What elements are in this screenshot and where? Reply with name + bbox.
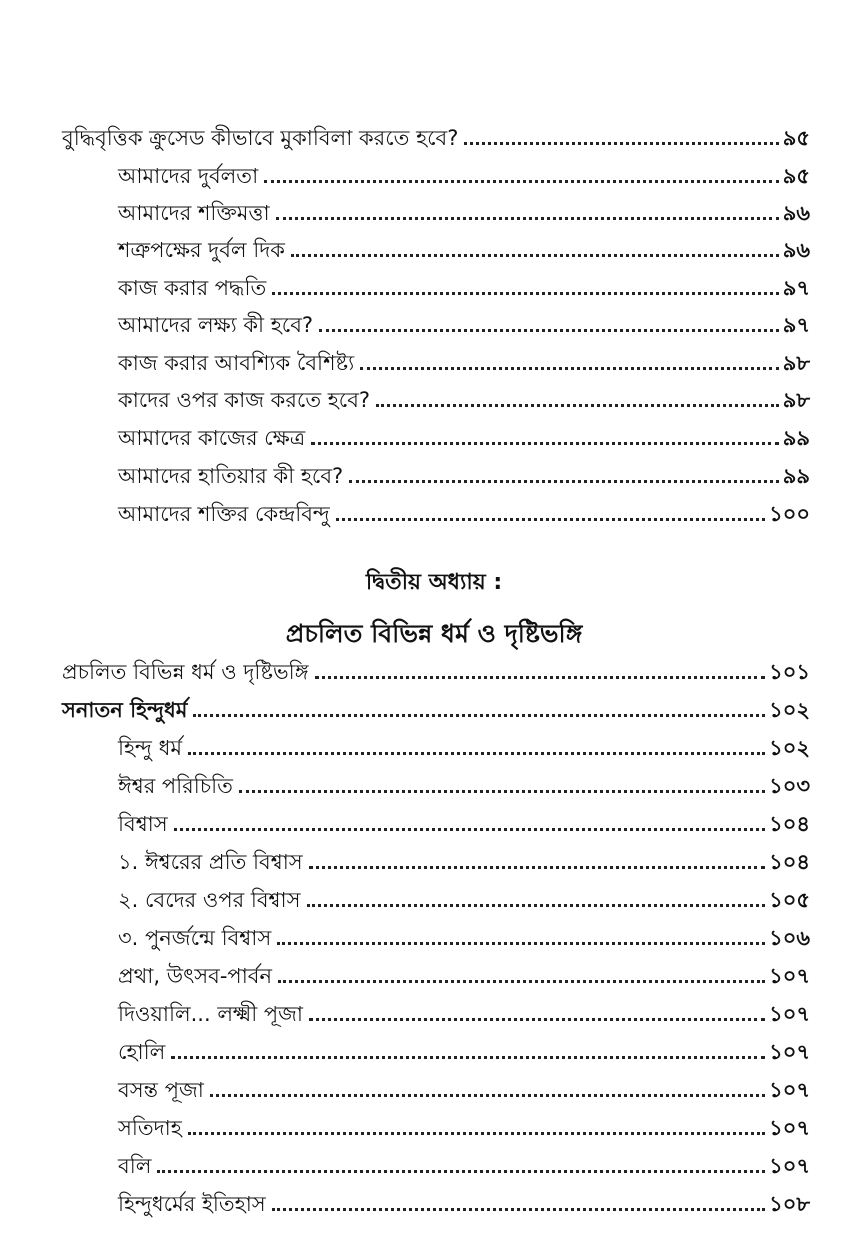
toc-entry [118,1146,810,1180]
dot-leader [171,1056,765,1059]
toc-entry-major [62,690,810,724]
toc-entry [118,956,810,990]
toc-entry-page: ৯৬ [782,238,810,262]
dot-leader [291,254,779,257]
toc-entry [118,804,810,838]
toc-entry-page: ১০২ [769,698,810,722]
toc-entry [62,118,810,152]
toc-entry-label: সতিদাহ [118,1116,182,1140]
dot-leader [174,828,765,831]
dot-leader [336,518,765,521]
toc-entry-label: শত্রুপক্ষের দুর্বল দিক [118,238,285,262]
toc-entry [118,305,810,339]
toc-entry [118,268,810,302]
dot-leader [464,142,778,145]
dot-leader [311,442,779,445]
dot-leader [272,292,778,295]
toc-entry [118,156,810,190]
toc-entry-page: ১০৪ [769,812,810,836]
dot-leader [309,866,765,869]
toc-entry-label: ঈশ্বর পরিচিতি [118,774,233,798]
dot-leader [349,480,779,483]
toc-entry [118,728,810,762]
toc-entry-page: ৯৮ [782,351,810,375]
toc-entry-label: কাজ করার আবশ্যিক বৈশিষ্ট্য [118,351,355,375]
toc-entry-label: বলি [118,1154,152,1178]
dot-leader [277,942,765,945]
toc-entry-label: আমাদের শক্তির কেন্দ্রবিন্দু [118,502,330,526]
toc-entry [118,994,810,1028]
dot-leader [319,329,779,332]
toc-entry-page: ১০০ [769,502,810,526]
toc-entry-label: বিশ্বাস [118,812,168,836]
toc-entry-label: বসন্ত পূজা [118,1078,204,1102]
toc-entry-page: ১০৩ [769,774,810,798]
toc-entry-page: ১০৪ [769,850,810,874]
toc-entry-label: হিন্দু ধর্ম [118,736,182,760]
toc-entry-label: আমাদের দুর্বলতা [118,164,259,188]
dot-leader [360,367,779,370]
dot-leader [239,790,765,793]
dot-leader [272,1208,765,1211]
toc-entry-page: ১০৭ [769,1154,810,1178]
toc-entry [62,652,810,686]
toc-entry-page: ৯৮ [782,388,810,412]
toc-entry-label: দিওয়ালি... লক্ষ্মী পূজা [118,1002,304,1026]
toc-entry-page: ৯৭ [782,276,810,300]
toc-entry-page: ৯৯ [782,464,810,488]
toc-entry [118,1070,810,1104]
toc-entry-page: ১০১ [769,660,810,684]
dot-leader [315,676,766,679]
dot-leader [376,404,779,407]
toc-entry-page: ৯৭ [782,313,810,337]
dot-leader [278,980,765,983]
toc-entry-label: হিন্দুধর্মের ইতিহাস [118,1192,266,1216]
toc-entry [118,456,810,490]
toc-entry-label: আমাদের হাতিয়ার কী হবে? [118,464,344,488]
toc-entry-label: আমাদের কাজের ক্ষেত্র [118,426,306,450]
toc-entry-page: ১০৭ [769,1116,810,1140]
dot-leader [307,904,766,907]
toc-entry-page: ১০৭ [769,964,810,988]
dot-leader [276,217,779,220]
toc-entry-page: ১০৮ [769,1192,810,1216]
toc-entry-label: ১. ঈশ্বরের প্রতি বিশ্বাস [118,850,303,874]
toc-entry-page: ৯৯ [782,426,810,450]
toc-entry [118,918,810,952]
toc-entry-page: ৯৬ [782,201,810,225]
toc-entry [118,1184,810,1218]
toc-entry [118,842,810,876]
dot-leader [188,1132,765,1135]
toc-entry-page: ১০৭ [769,1040,810,1064]
toc-entry [118,880,810,914]
dot-leader [210,1094,765,1097]
toc-entry [118,494,810,528]
dot-leader [157,1170,765,1173]
toc-entry-page: ১০৭ [769,1002,810,1026]
dot-leader [193,714,765,717]
chapter-number: দ্বিতীয় অধ্যায় : [365,570,503,595]
toc-entry [118,1108,810,1142]
toc-entry [118,1032,810,1066]
toc-entry-page: ৯৫ [782,126,810,150]
chapter-title: প্রচলিত বিভিন্ন ধর্ম ও দৃষ্টিভঙ্গি [285,619,583,648]
toc-entry-label: প্রচলিত বিভিন্ন ধর্ম ও দৃষ্টিভঙ্গি [62,660,309,684]
toc-entry-label: ৩. পুনর্জন্মে বিশ্বাস [118,926,272,950]
toc-entry-label: ২. বেদের ওপর বিশ্বাস [118,888,301,912]
toc-entry-page: ১০৫ [769,888,810,912]
toc-entry-page: ১০২ [769,736,810,760]
toc-entry [118,343,810,377]
toc-entry [118,418,810,452]
dot-leader [188,752,765,755]
dot-leader [309,1018,765,1021]
toc-entry-label: কাদের ওপর কাজ করতে হবে? [118,388,371,412]
toc-entry [118,766,810,800]
toc-entry-label: কাজ করার পদ্ধতি [118,276,267,300]
toc-entry [118,380,810,414]
dot-leader [264,180,779,183]
toc-entry-label: আমাদের লক্ষ্য কী হবে? [118,313,314,337]
toc-entry-label: সনাতন হিন্দুধর্ম [62,698,188,722]
toc-entry-label: হোলি [118,1040,166,1064]
toc-entry [118,193,810,227]
toc-entry-label: আমাদের শক্তিমত্তা [118,201,270,225]
toc-entry-label: প্রথা, উৎসব-পার্বন [118,964,273,988]
toc-entry [118,230,810,264]
toc-entry-page: ১০৬ [769,926,810,950]
toc-entry-page: ৯৫ [782,164,810,188]
toc-entry-page: ১০৭ [769,1078,810,1102]
toc-entry-label: বুদ্ধিবৃত্তিক ক্রুসেড কীভাবে মুকাবিলা করতে হবে? [62,126,459,150]
